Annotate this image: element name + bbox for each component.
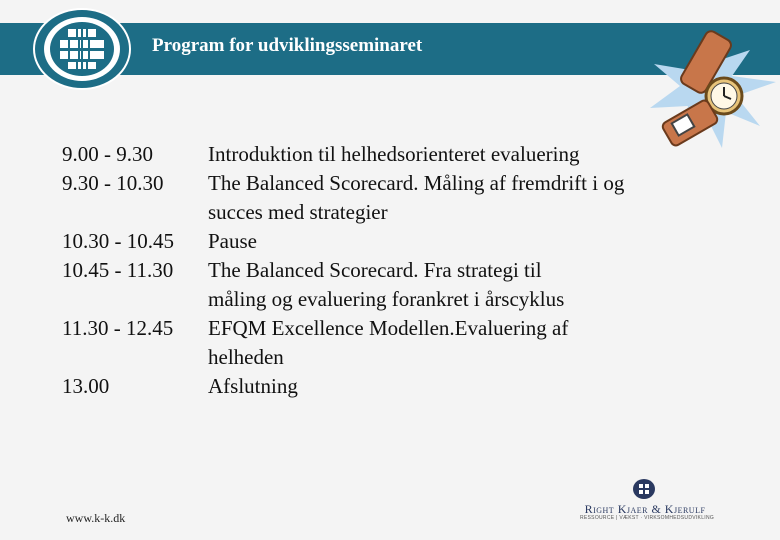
schedule-description (208, 140, 698, 169)
schedule-description (208, 169, 698, 227)
schedule-line: helheden (208, 345, 284, 369)
schedule-time: 9.30 - 10.30 (62, 171, 164, 195)
globe-logo-icon (32, 7, 132, 91)
schedule-row (62, 314, 698, 372)
schedule-time: 13.00 (62, 374, 110, 398)
company-name: Right Kjaer & Kjerulf (584, 502, 706, 516)
schedule-list (62, 140, 698, 401)
schedule-line: Afslutning (208, 374, 298, 398)
page-title: Program for udviklingsseminaret (152, 35, 423, 56)
schedule-row (62, 256, 698, 314)
schedule-description (208, 256, 698, 314)
schedule-line: måling og evaluering forankret i årscyklus (208, 287, 565, 311)
schedule-row (62, 169, 698, 227)
schedule-line: The Balanced Scorecard. Måling af fremdrift i og (208, 171, 625, 195)
schedule-line: The Balanced Scorecard. Fra strategi til (208, 258, 542, 282)
schedule-line: succes med strategier (208, 200, 388, 224)
company-logo (580, 478, 715, 526)
schedule-time: 9.00 - 9.30 (62, 142, 153, 166)
company-tagline: RESSOURCE | VÆKST · VIRKSOMHEDSUDVIKLING (580, 515, 715, 521)
schedule-time: 10.45 - 11.30 (62, 258, 174, 282)
schedule-line: Pause (208, 229, 257, 253)
schedule-line: EFQM Excellence Modellen.Evaluering af (208, 316, 569, 340)
schedule-description (208, 314, 698, 372)
schedule-line: Introduktion til helhedsorienteret evaluering (208, 142, 580, 166)
schedule-time: 11.30 - 12.45 (62, 316, 174, 340)
schedule-description (208, 227, 698, 256)
schedule-row (62, 227, 698, 256)
schedule-row (62, 372, 698, 401)
schedule-description (208, 372, 698, 401)
schedule-time: 10.30 - 10.45 (62, 229, 174, 253)
company-globe-icon (632, 478, 656, 500)
footer-url-link[interactable]: www.k-k.dk (66, 511, 126, 525)
schedule-row (62, 140, 698, 169)
